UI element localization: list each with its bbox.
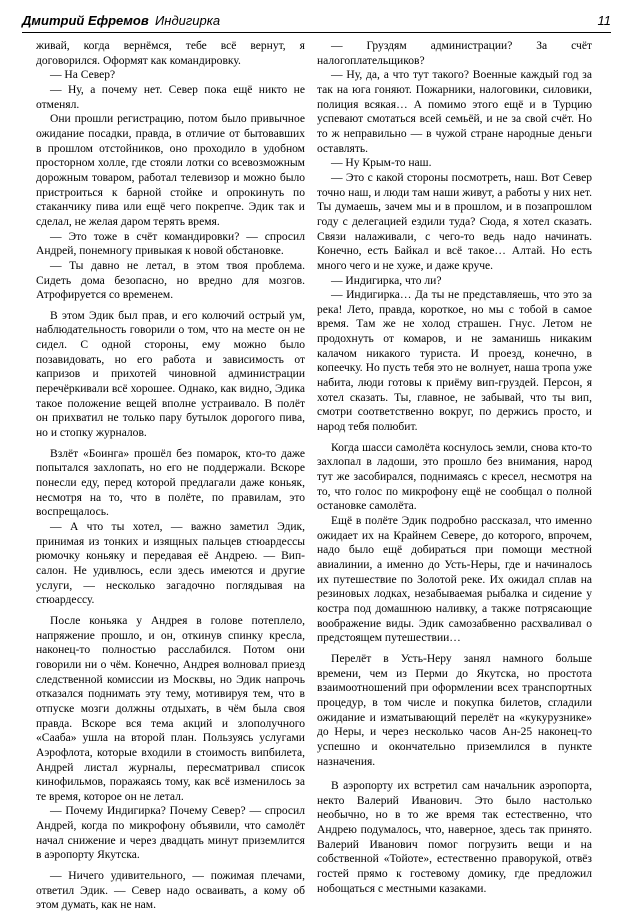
paragraph: Когда шасси самолёта коснулось земли, снова кто-то захлопал в ладоши, это прошло без внимания, народ тут же засобирался, поднимаясь с кресел, несмотря на то, что голос по микрофону ещё не сообщал о полной остановке самолёта. <box>317 441 592 513</box>
paragraph: — Это тоже в счёт командировки? — спросил Андрей, понемногу привыкая к новой обстановке. <box>36 230 305 258</box>
paragraph: — Ну, а почему нет. Север пока ещё никто не отменял. <box>36 83 305 111</box>
paragraph: — А что ты хотел, — важно заметил Эдик, принимая из тонких и изящных пальцев стюардессы рюмочку коньяку и передавая её Андрею. — Вип-салон. Не удивлюсь, если здесь имеются и другие услуги, — несколько загадочно поглядывая на стюардессу. <box>36 521 305 607</box>
paragraph: — Индигирка… Да ты не представляешь, что это за река! Лето, правда, короткое, но мы с тобой в самое время. Там же не холод страшен. Гнус. Летом не продохнуть от комаров, и не заманишь никаким калачом никакого туриста. И проезд, конечно, в копеечку. Но пусть тебя это не волнует, наша тропа уже набита, люди готовы к приёму вип-груздей. Персон, я хотел сказать. Ты, главное, не забывай, что ты вип, смотри соответственно вокруг, по держись просто, и народ тебя полюбит. <box>317 289 592 434</box>
paragraph: В этом Эдик был прав, и его колючий острый ум, наблюдательность говорили о том, что на месте он не сидел. С одной стороны, ему можно было позавидовать, но его работа и зависимость от капризов и прихотей чиновной администрации перечёркивали всё хорошее. Однако, как видно, Эдика такое положение вещей вполне устраивало. В полёт он прихватил не только пару бутылок дорогого пива, но и стопку журналов. <box>36 309 305 440</box>
paragraph: Ещё в полёте Эдик подробно рассказал, что именно ожидает их на Крайнем Севере, до которого, впрочем, надо было ещё добираться при помощи местной авиалинии, а именно до Усть-Неры, где и начиналось их путешествие по Золотой реке. Их ожидал сплав на резиновых лодках, незабываемая рыбалка и сидение у костра под домашнюю наливку, а также потрясающие воображение виды. Эдик самозабвенно расхваливал о предстоящем путешествии… <box>317 515 592 645</box>
paragraph: После коньяка у Андрея в голове потеплело, напряжение прошло, и он, откинув спинку кресла, наконец-то полностью расслабился. Потом они говорили ни о чём. Конечно, Андрея волновал приезд следственной комиссии из Москвы, но Эдик напрочь отказался поднимать эту тему, мотивируя тем, что в отпуске мозги должны отдыхать, в чём была своя правда. Вскоре вся тема акций и злополучного «Сааба» ушла на второй план. Пользуясь услугами Аэрофлота, которые входили в стоимость випбилета, Андрей листал журналы, пересматривал список кинофильмов, поражаясь тому, как всё изменилось за те время, которое он не летал. <box>36 614 305 803</box>
paragraph: — Ну Крым-то наш. <box>331 157 432 170</box>
running-title: Индигирка <box>155 13 221 28</box>
paragraph: живай, когда вернёмся, тебе всё вернут, я договорился. Оформят как командировку. <box>36 40 305 67</box>
paragraph: — Это с какой стороны посмотреть, наш. Вот Север точно наш, и люди там наши живут, а работы у них нет. Ты думаешь, зачем мы и в прошлом, и в позапрошлом году с делегацией ездили туда? Сюда, я хотел сказать. Связи налаживали, с чего-то ведь надо начинать. Конечно, есть Байкал и всё такое… Алтай. Но есть много чего и не хуже, и даже круче. <box>317 171 592 272</box>
page-number: 11 <box>597 13 611 28</box>
left-column <box>36 39 305 913</box>
paragraph: — Индигирка, что ли? <box>331 274 442 287</box>
paragraph: Они прошли регистрацию, потом было привычное ожидание посадки, правда, в отличие от бытовавших в прошлом отстойников, оно проходило в удобном просторном холле, где стояли лотки со всевозможным дорожным товаром, работал телевизор и можно было пристроиться к барной стойке и опрокинуть по стаканчику пива или ещё чего покрепче. Эдик так и сделал, не желая даром терять время. <box>36 113 305 228</box>
paragraph: — Ничего удивительного, — пожимая плечами, ответил Эдик. — Север надо осваивать, а кому об этом думать, как не нам. <box>36 870 305 912</box>
paragraph: — Ты давно не летал, в этом твоя проблема. Сидеть дома безопасно, но вредно для мозгов. Атрофируется со временем. <box>36 259 305 302</box>
paragraph: — Груздям администрации? За счёт налогоплательщиков? <box>317 40 592 67</box>
paragraph: — Ну, да, а что тут такого? Военные каждый год за так на юга гоняют. Пожарники, налоговики, силовики, полиция всякая… А помимо этого ещё и в Турцию успевают смотаться всей семьёй, и не за свой счёт. Но то ж неправильно — в чужой стране народные деньги оставлять. <box>317 69 592 155</box>
paragraph: Взлёт «Боинга» прошёл без помарок, кто-то даже попытался захлопать, но его не поддержали. Вскоре понесли еду, перед которой предлагали даже коньяк, несмотря на то, что в полёте, по правилам, это воспрещалось. <box>36 447 305 519</box>
running-author: Дмитрий Ефремов <box>22 13 149 28</box>
paragraph: Перелёт в Усть-Неру занял намного больше времени, чем из Перми до Якутска, но простота взаимоотношений при оформлении всех транспортных процедур, в том числе и покупка билетов, сгладили ожидание и изматывающий перелёт на «кукурузнике» до Неры, и через несколько часов Ан-25 наконец-то успешно и окончательно приземлился в пункте назначения. <box>317 652 592 768</box>
page-header <box>22 12 611 33</box>
right-column <box>317 39 592 896</box>
paragraph: — Почему Индигирка? Почему Север? — спросил Андрей, когда по микрофону объявили, что самолёт начал снижение и через двадцать минут приземлится в аэропорту Якутска. <box>36 805 305 862</box>
paragraph: — На Север? <box>50 69 116 82</box>
paragraph: В аэропорту их встретил сам начальник аэропорта, некто Валерий Иванович. Это было настолько необычно, но в то же время так естественно, что Андрею подумалось, что, наверное, здесь так принято. Валерий Иванович помог погрузить вещи и на собственной «Тойоте», естественно праворукой, отвёз гостей прямо к гостевому домику, где предложил нобощаться с местными казаками. <box>317 780 592 895</box>
